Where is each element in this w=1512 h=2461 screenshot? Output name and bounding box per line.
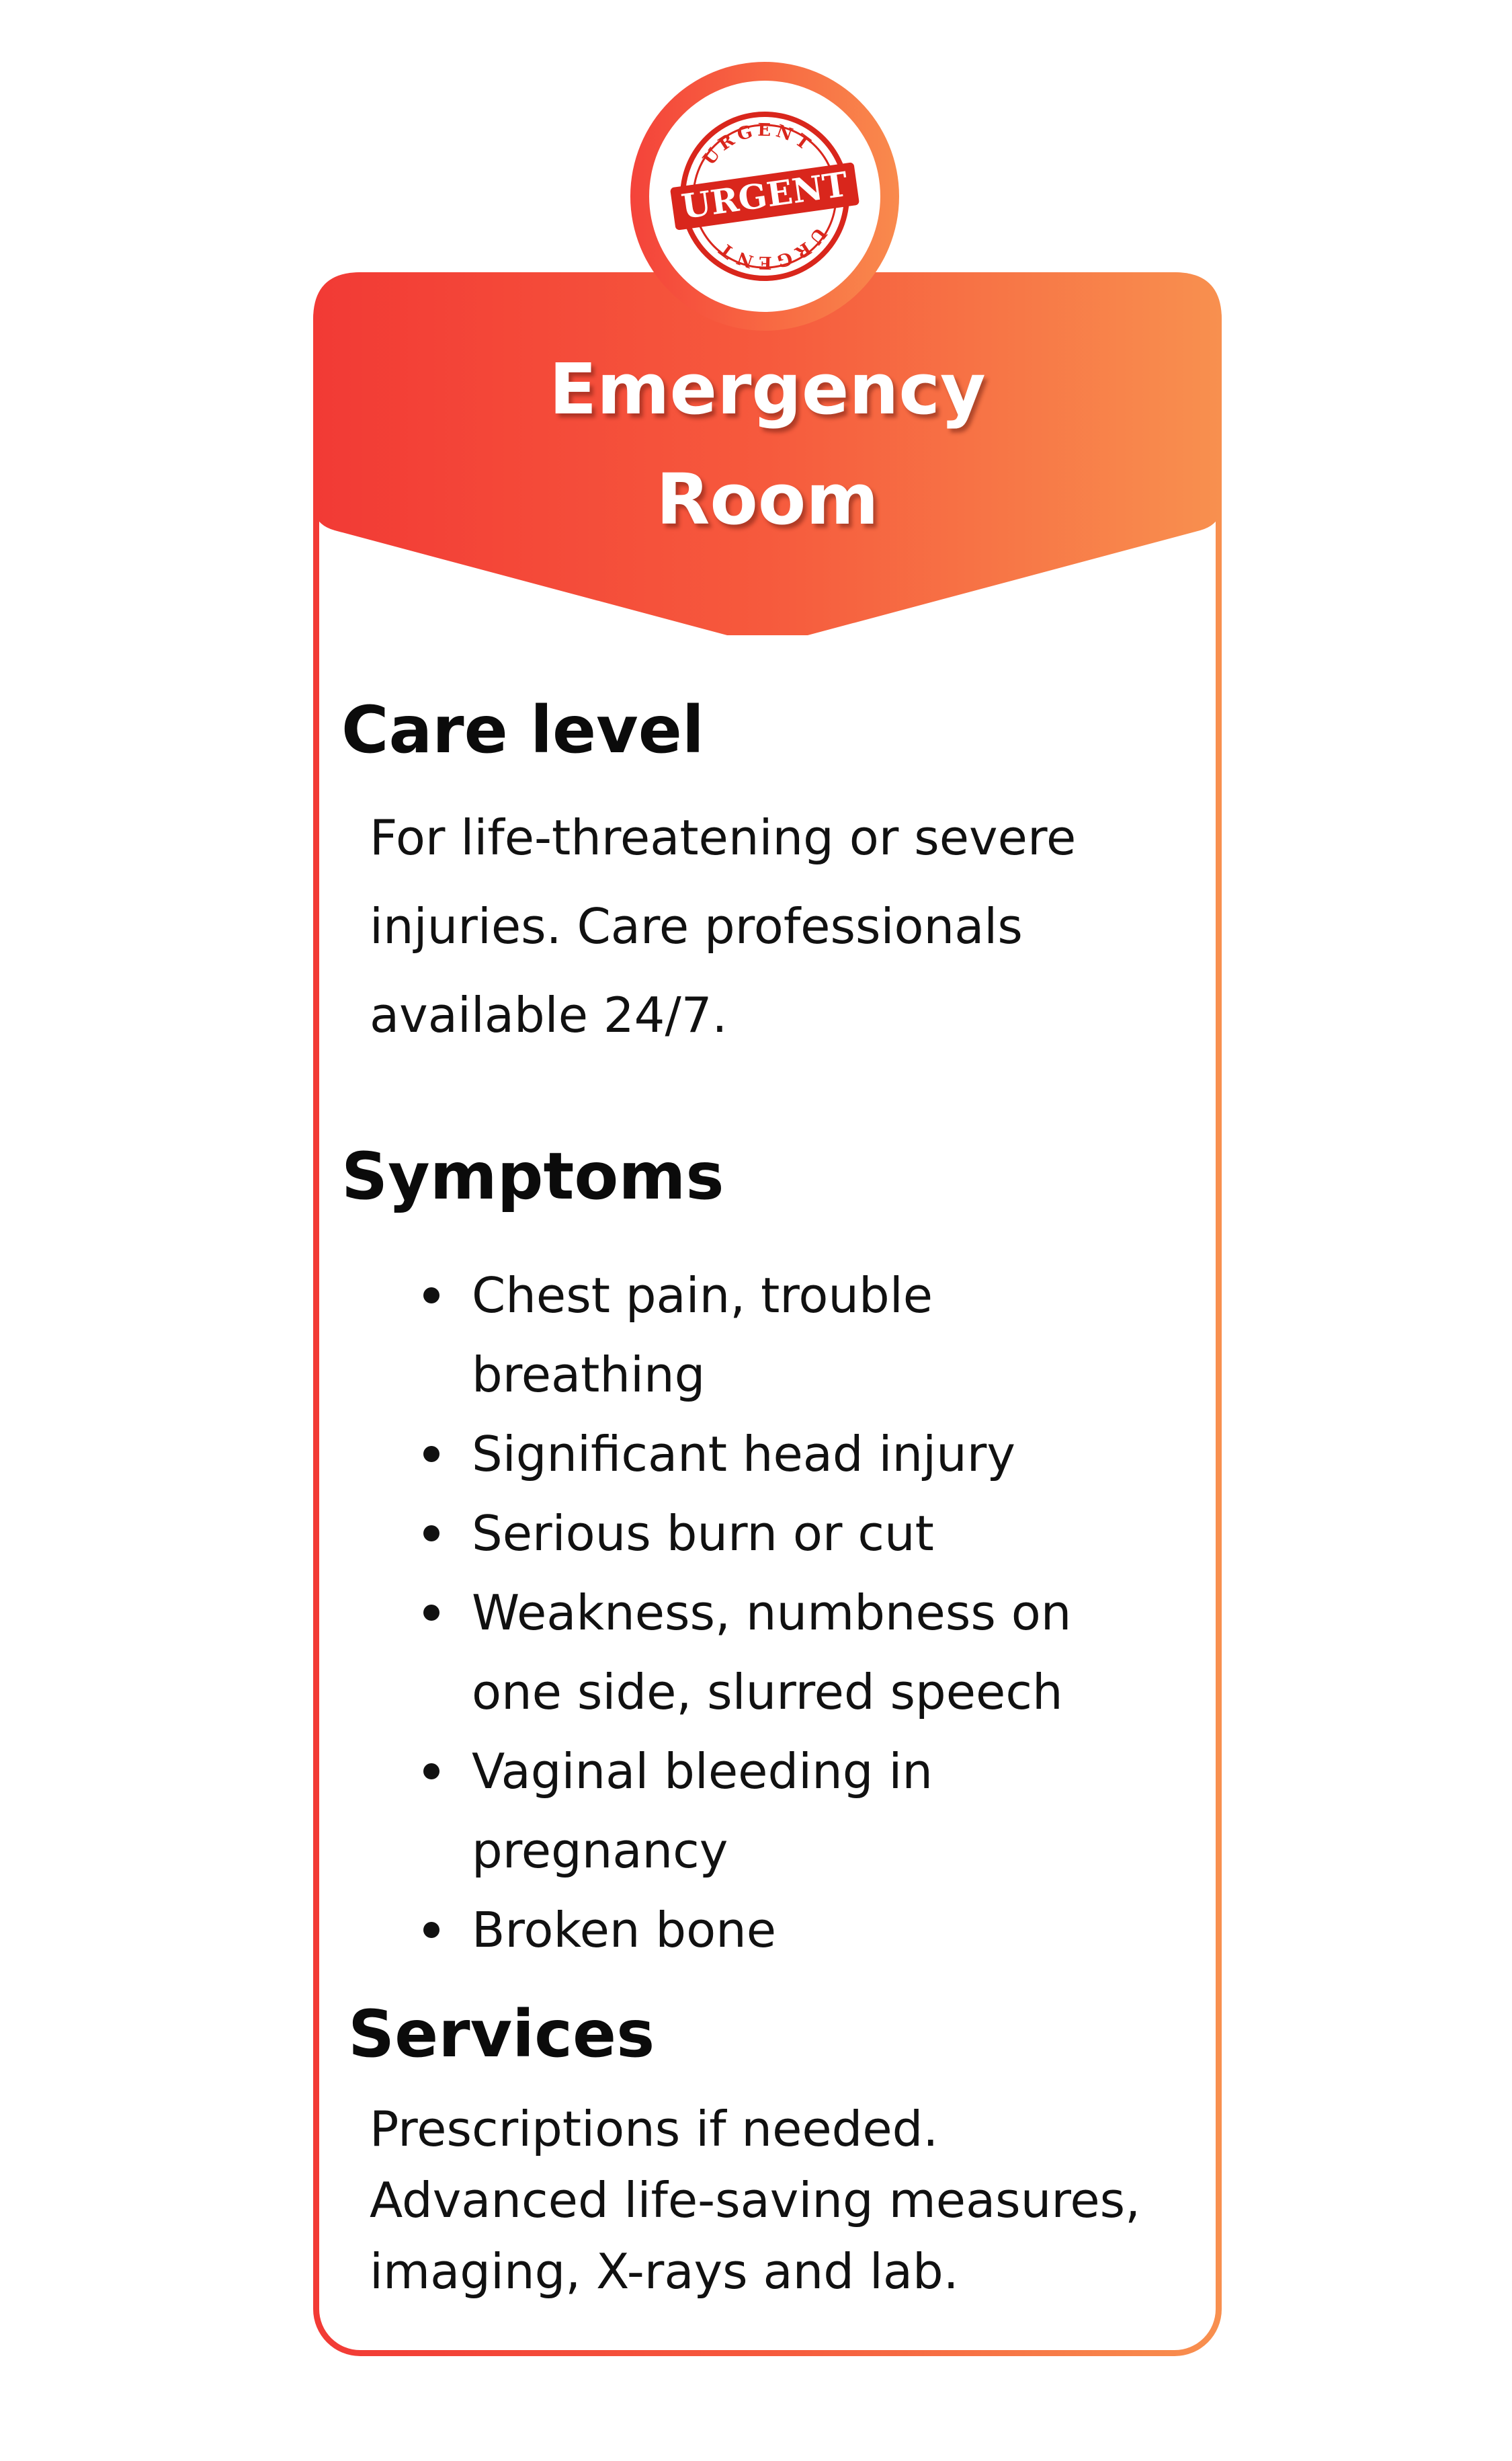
symptom-text: one side, slurred speech [472, 1664, 1063, 1720]
bullet-dot-icon [423, 1525, 439, 1541]
symptom-text: Chest pain, trouble [472, 1267, 933, 1324]
stamp-word: URGENT [679, 163, 851, 227]
symptom-text: pregnancy [472, 1822, 728, 1879]
list-item [410, 1256, 1183, 1414]
symptoms-list [410, 1256, 1183, 1970]
urgent-stamp-icon [649, 81, 880, 312]
title-line-1: Emergency [549, 348, 986, 430]
symptom-text: breathing [472, 1346, 706, 1403]
care-level-heading: Care level [341, 692, 704, 768]
list-item [410, 1573, 1183, 1732]
care-level-line: available 24/7. [370, 987, 728, 1043]
badge-inner-circle [649, 81, 880, 312]
title-line-2: Room [656, 458, 879, 540]
bullet-dot-icon [423, 1287, 439, 1303]
stamp-ring-text-top: URGENT [699, 120, 817, 169]
services-line: Advanced life-saving measures, [370, 2172, 1141, 2228]
care-level-text [370, 793, 1076, 1059]
symptom-text: Significant head injury [472, 1426, 1015, 1482]
services-heading: Services [348, 1996, 655, 2072]
list-item [410, 1732, 1183, 1890]
symptom-text: Weakness, numbness on [472, 1584, 1072, 1641]
services-line: Prescriptions if needed. [370, 2101, 939, 2157]
list-item [410, 1890, 1183, 1970]
bullet-dot-icon [423, 1446, 439, 1462]
urgent-badge [630, 62, 899, 331]
care-level-line: For life-threatening or severe [370, 809, 1077, 866]
bullet-dot-icon [423, 1922, 439, 1938]
list-item [410, 1414, 1183, 1494]
symptom-text: Vaginal bleeding in [472, 1743, 933, 1800]
services-text [370, 2093, 1140, 2307]
symptom-text: Serious burn or cut [472, 1505, 934, 1562]
bullet-dot-icon [423, 1763, 439, 1779]
list-item [410, 1494, 1183, 1573]
services-line: imaging, X-rays and lab. [370, 2243, 959, 2300]
care-level-line: injuries. Care professionals [370, 898, 1023, 955]
symptoms-heading: Symptoms [341, 1139, 724, 1214]
symptom-text: Broken bone [472, 1902, 777, 1958]
bullet-dot-icon [423, 1605, 439, 1621]
stamp-ring-text-bottom: URGENT [712, 223, 831, 273]
